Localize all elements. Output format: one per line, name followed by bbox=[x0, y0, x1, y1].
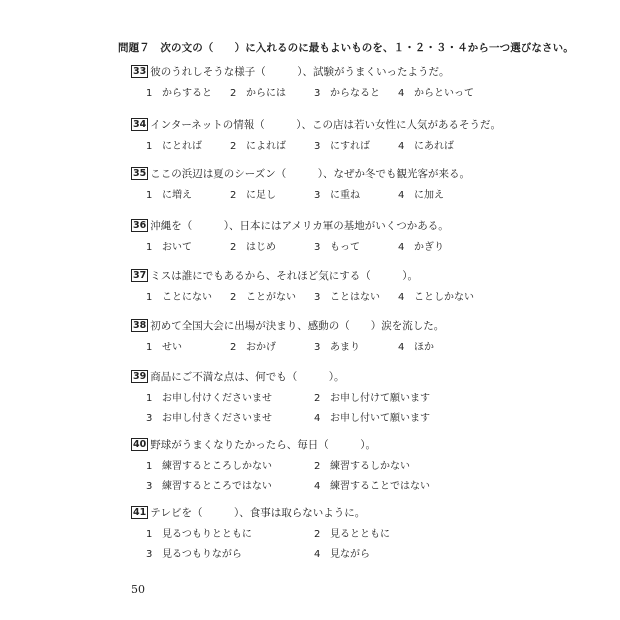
question-number: 40 bbox=[133, 439, 147, 450]
option-2: 2 練習するしかない bbox=[314, 461, 410, 472]
option-1: 1 からすると bbox=[146, 88, 212, 99]
question-text: ミスは誰にでもあるから、それほど気にする（ ）。 bbox=[150, 270, 418, 282]
instruction: 問題７ 次の文の（ ）に入れるのに最もよいものを、１・２・３・４から一つ選びなさい。 bbox=[118, 42, 574, 54]
question-41 bbox=[131, 505, 531, 567]
question-text: 初めて全国大会に出場が決まり、感動の（ ）涙を流した。 bbox=[150, 320, 445, 332]
question-number: 35 bbox=[133, 168, 147, 179]
option-3: 3 見るつもりながら bbox=[146, 549, 242, 560]
option-1: 1 にとれば bbox=[146, 141, 202, 152]
question-text-line bbox=[131, 64, 531, 80]
option-4: 4 練習することではない bbox=[314, 481, 430, 492]
option-2: 2 によれば bbox=[230, 141, 286, 152]
option-2: 2 に足し bbox=[230, 190, 276, 201]
option-4: 4 見ながら bbox=[314, 549, 370, 560]
question-35 bbox=[131, 166, 531, 204]
option-4: 4 お申し付いて願います bbox=[314, 413, 430, 424]
option-3: 3 からなると bbox=[314, 88, 380, 99]
question-text: インターネットの情報（ ）、この店は若い女性に人気があるそうだ。 bbox=[150, 119, 502, 131]
option-3: 3 ことはない bbox=[314, 292, 380, 303]
option-3: 3 練習するところではない bbox=[146, 481, 272, 492]
question-text-line bbox=[131, 437, 531, 453]
question-37 bbox=[131, 268, 531, 306]
question-number: 37 bbox=[133, 270, 147, 281]
option-1: 1 に増え bbox=[146, 190, 192, 201]
option-3: 3 お申し付きくださいませ bbox=[146, 413, 272, 424]
option-2: 2 お申し付けて願います bbox=[314, 393, 430, 404]
option-4: 4 からといって bbox=[398, 88, 474, 99]
option-2: 2 見るとともに bbox=[314, 529, 390, 540]
option-2: 2 はじめ bbox=[230, 242, 276, 253]
question-text-line bbox=[131, 218, 531, 234]
option-4: 4 にあれば bbox=[398, 141, 454, 152]
option-1: 1 練習するところしかない bbox=[146, 461, 272, 472]
option-3: 3 に重ね bbox=[314, 190, 360, 201]
question-number: 38 bbox=[133, 320, 147, 331]
question-text: テレビを（ ）、食事は取らないように。 bbox=[150, 507, 366, 519]
question-40 bbox=[131, 437, 531, 499]
question-text-line bbox=[131, 318, 531, 334]
option-1: 1 せい bbox=[146, 342, 182, 353]
question-33 bbox=[131, 64, 531, 102]
option-3: 3 あまり bbox=[314, 342, 360, 353]
question-text-line bbox=[131, 117, 531, 133]
question-number: 41 bbox=[133, 507, 147, 518]
option-3: 3 もって bbox=[314, 242, 360, 253]
question-number: 36 bbox=[133, 220, 147, 231]
question-text: ここの浜辺は夏のシーズン（ ）、なぜか冬でも観光客が来る。 bbox=[150, 168, 470, 180]
question-text-line bbox=[131, 166, 531, 182]
question-text-line bbox=[131, 268, 531, 284]
question-34 bbox=[131, 117, 531, 155]
question-number: 39 bbox=[133, 371, 147, 382]
question-text-line bbox=[131, 369, 531, 385]
option-4: 4 ほか bbox=[398, 342, 434, 353]
option-2: 2 おかげ bbox=[230, 342, 276, 353]
option-1: 1 お申し付けくださいませ bbox=[146, 393, 272, 404]
option-4: 4 ことしかない bbox=[398, 292, 474, 303]
question-text-line bbox=[131, 505, 531, 521]
question-36 bbox=[131, 218, 531, 256]
option-3: 3 にすれば bbox=[314, 141, 370, 152]
question-39 bbox=[131, 369, 531, 431]
question-text: 彼のうれしそうな様子（ ）、試験がうまくいったようだ。 bbox=[150, 66, 450, 78]
question-text: 商品にご不満な点は、何でも（ ）。 bbox=[150, 371, 345, 383]
option-1: 1 見るつもりとともに bbox=[146, 529, 252, 540]
question-38 bbox=[131, 318, 531, 356]
option-1: 1 ことにない bbox=[146, 292, 212, 303]
option-2: 2 からには bbox=[230, 88, 286, 99]
option-4: 4 かぎり bbox=[398, 242, 444, 253]
page-number: 50 bbox=[131, 583, 145, 596]
question-text: 野球がうまくなりたかったら、毎日（ ）。 bbox=[150, 439, 376, 451]
option-4: 4 に加え bbox=[398, 190, 444, 201]
option-1: 1 おいて bbox=[146, 242, 192, 253]
question-number: 33 bbox=[133, 66, 147, 77]
question-number: 34 bbox=[133, 119, 147, 130]
question-text: 沖縄を（ ）、日本にはアメリカ軍の基地がいくつかある。 bbox=[150, 220, 449, 232]
option-2: 2 ことがない bbox=[230, 292, 296, 303]
